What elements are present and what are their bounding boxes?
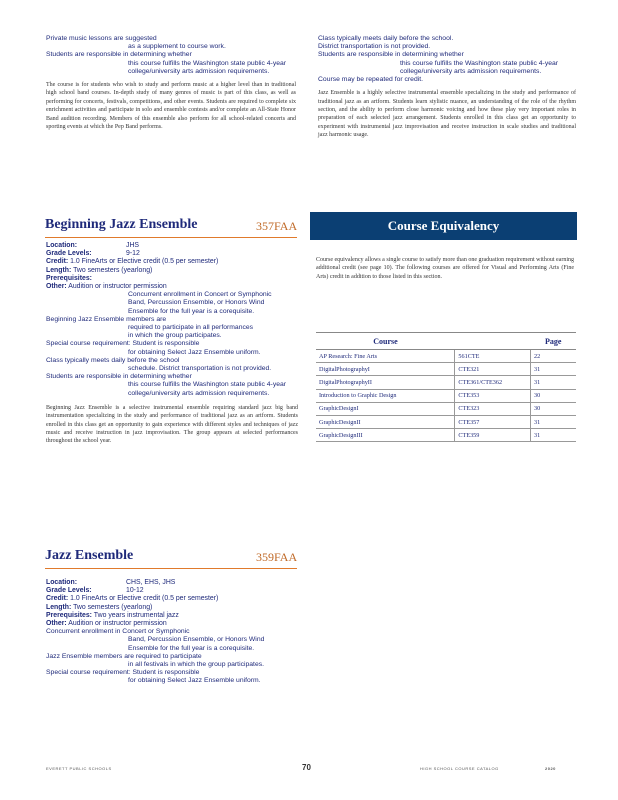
table-header-row — [316, 333, 576, 350]
footer-right: HIGH SCHOOL COURSE CATALOG — [420, 766, 499, 771]
cell-code: 561CTE — [455, 350, 531, 363]
field-label: Length: — [46, 603, 72, 611]
text-line: Class typically meets daily before the school — [46, 356, 180, 364]
text-line: college/university arts admission requirements. — [128, 67, 270, 75]
cell-code: CTE323 — [455, 402, 531, 415]
course-title: Jazz Ensemble — [45, 548, 134, 563]
cell-course: Introduction to Graphic Design — [316, 389, 455, 402]
text-line: Concurrent enrollment in Concert or Symphonic — [46, 628, 190, 636]
text-line: Private music lessons are suggested — [46, 35, 157, 42]
field-value: Two semesters (yearlong) — [73, 266, 153, 274]
cell-course: GraphicDesignI — [316, 402, 455, 415]
table-row — [316, 363, 576, 376]
course-equivalency-banner — [310, 212, 577, 240]
cell-page: 31 — [531, 429, 577, 442]
field-value: 1.0 FineArts or Elective credit (0.5 per semester) — [70, 258, 219, 266]
text-line: Band, Percussion Ensemble, or Honors Wind — [128, 299, 265, 307]
course-description: The course is for students who wish to study and perform music at a higher level than in traditional high school band courses. In-depth study of many genres of music is part of this class, as well as performing for concerts, festivals, competitions, and other events. Students are required to complete six enrichment activities and participate in solo and ensemble contests and/or complete an All-State Honor Band audition recording. Members of this ensemble also perform for all school-related concerts and sporting events at which the Pep Band performs. — [46, 82, 296, 131]
text-line: this course fulfills the Washington state public 4-year — [128, 59, 287, 67]
text-line: Ensemble for the full year is a corequisite. — [128, 644, 255, 652]
cell-code: CTE321 — [455, 363, 531, 376]
text-line: for obtaining Select Jazz Ensemble uniform. — [128, 348, 261, 356]
cell-code: CTE353 — [455, 389, 531, 402]
cell-page: 31 — [531, 363, 577, 376]
text-line: schedule. District transportation is not provided. — [128, 365, 272, 373]
text-line: Course may be repeated for credit. — [318, 76, 424, 84]
field-label: Location: — [46, 579, 78, 586]
cell-course: DigitalPhotographyII — [316, 376, 455, 389]
field-label: Prerequisites: — [46, 611, 92, 619]
title-underline — [45, 568, 297, 569]
text-line: this course fulfills the Washington state public 4-year — [400, 59, 559, 67]
cell-course: GraphicDesignIII — [316, 429, 455, 442]
field-value: Two semesters (yearlong) — [73, 603, 153, 611]
cell-code: CTE359 — [455, 429, 531, 442]
cell-page: 30 — [531, 389, 577, 402]
top-right-block — [318, 35, 576, 140]
text-line: in all festivals in which the group participates. — [128, 661, 265, 669]
top-left-block — [46, 35, 296, 131]
table-row — [316, 350, 576, 363]
text-line: Students are responsible in determining whether — [46, 51, 192, 59]
text-line: Students are responsible in determining whether — [46, 373, 192, 381]
field-value: 1.0 FineArts or Elective credit (0.5 per semester) — [70, 595, 219, 603]
cell-code: CTE357 — [455, 415, 531, 428]
field-label: Location: — [46, 242, 78, 249]
table-row — [316, 429, 576, 442]
text-line: Band, Percussion Ensemble, or Honors Wind — [128, 636, 265, 644]
field-value: Audition or instructor permission — [68, 620, 167, 628]
text-line: Ensemble for the full year is a corequisite. — [128, 307, 255, 315]
table-row — [316, 402, 576, 415]
text-line: Concurrent enrollment in Concert or Symphonic — [128, 291, 272, 299]
field-label: Prerequisites: — [46, 274, 92, 282]
text-line: as a supplement to course work. — [128, 43, 226, 51]
text-line: college/university arts admission requirements. — [400, 67, 542, 75]
column-header-course: Course — [316, 333, 455, 350]
course-title: Beginning Jazz Ensemble — [45, 217, 198, 232]
text-line: this course fulfills the Washington state public 4-year — [128, 381, 287, 389]
table-row — [316, 389, 576, 402]
field-value: 9-12 — [126, 250, 140, 258]
text-line: Class typically meets daily before the school. — [318, 35, 454, 42]
field-label: Credit: — [46, 258, 69, 266]
field-label: Length: — [46, 266, 72, 274]
field-label: Grade Levels: — [46, 587, 92, 595]
course-description: Beginning Jazz Ensemble is a selective instrumental ensemble requiring standard jazz big band instrumentation specializing in the study and performance of traditional jazz as an artform. Students enrolled in this class get an opportunity to gain experience with different styles and techniques of jazz music and receive instruction in jazz improvisation. The group appears at selected performances throughout the school year. — [46, 404, 298, 445]
text-line: in which the group participates. — [128, 332, 222, 340]
course-description: Jazz Ensemble is a highly selective instrumental ensemble specializing in the study and performance of traditional jazz as an artform. Students learn stylistic nuance, an understanding of the role of the rhythm section, and the ability to perform close harmonic voicing and how these play very important roles in preparation of each selected jazz arrangement. Students enrolled in this class get an opportunity to experiment with instrumental jazz improvisation and receive instruction in scale studies and traditional jazz harmonic usage. — [318, 90, 576, 139]
text-line: Special course requirement: Student is responsible — [46, 669, 200, 677]
table-row — [316, 415, 576, 428]
field-label: Credit: — [46, 595, 69, 603]
cell-course: GraphicDesignII — [316, 415, 455, 428]
text-line: Special course requirement: Student is responsible — [46, 340, 200, 348]
course-code: 357FAA — [256, 219, 298, 233]
text-line: college/university arts admission requirements. — [128, 389, 270, 397]
footer-left: EVERETT PUBLIC SCHOOLS — [46, 766, 112, 771]
field-label: Grade Levels: — [46, 250, 92, 258]
text-line: for obtaining Select Jazz Ensemble uniform. — [128, 677, 261, 685]
column-header-code — [455, 333, 531, 350]
beginning-jazz-details — [46, 242, 298, 446]
cell-code: CTE361/CTE362 — [455, 376, 531, 389]
cell-course: DigitalPhotographyI — [316, 363, 455, 376]
footer-year: 2020 — [545, 766, 556, 771]
text-line: District transportation is not provided. — [318, 43, 431, 51]
field-value: Two years instrumental jazz — [93, 611, 179, 619]
table-row — [316, 376, 576, 389]
equivalency-description: Course equivalency allows a single course to satisfy more than one graduation requirement without earning additional credit (see page 10). The following courses are offered for Visual and Performing Arts (Fine Arts) credit in addition to those listed in this section. — [316, 257, 574, 280]
field-label: Other: — [46, 283, 67, 291]
text-line: Beginning Jazz Ensemble members are — [46, 315, 167, 323]
equivalency-table — [316, 332, 576, 442]
cell-course: AP Research: Fine Arts — [316, 350, 455, 363]
field-value: Audition or instructor permission — [68, 283, 167, 291]
course-code: 359FAA — [256, 550, 298, 564]
page-number: 70 — [302, 763, 311, 772]
field-label: Other: — [46, 620, 67, 628]
field-value: 10-12 — [126, 587, 144, 595]
cell-page: 30 — [531, 402, 577, 415]
cell-page: 31 — [531, 415, 577, 428]
text-line: Students are responsible in determining whether — [318, 51, 464, 59]
column-header-page: Page — [531, 333, 577, 350]
field-value: CHS, EHS, JHS — [126, 579, 176, 586]
field-value: JHS — [126, 242, 140, 249]
jazz-details — [46, 579, 298, 686]
cell-page: 31 — [531, 376, 577, 389]
text-line: required to participate in all performances — [128, 324, 254, 332]
banner-title: Course Equivalency — [387, 218, 500, 233]
text-line: Jazz Ensemble members are required to participate — [46, 652, 202, 660]
cell-page: 22 — [531, 350, 577, 363]
equivalency-description-block — [316, 256, 574, 281]
title-underline — [45, 237, 297, 238]
